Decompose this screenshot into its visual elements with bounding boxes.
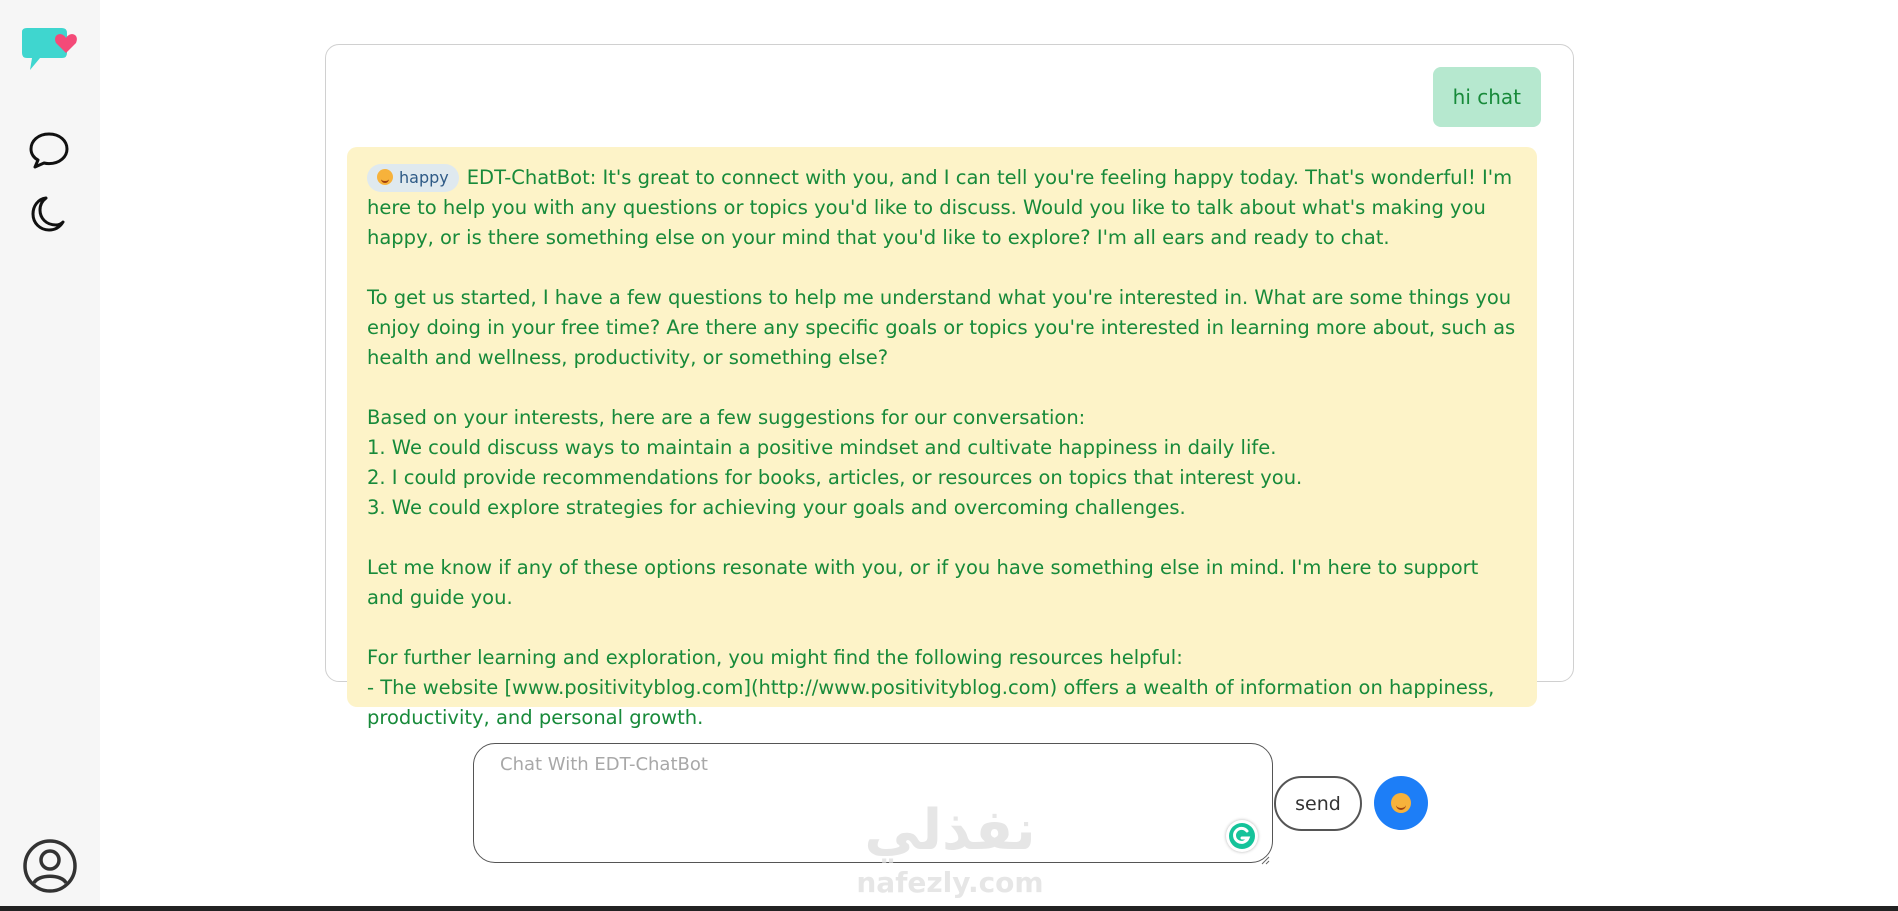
user-avatar-icon[interactable] bbox=[22, 838, 78, 894]
sidebar bbox=[0, 0, 100, 911]
moon-icon[interactable] bbox=[26, 191, 72, 237]
send-button[interactable]: send bbox=[1274, 776, 1362, 831]
bot-paragraph-text: EDT-ChatBot: It's great to connect with you, and I can tell you're feeling happy today. That's wonderful! I'm here to help you with any questions or topics you'd like to discuss. Would you like to talk about what's making you happy, or is there something else on your mind that you'd like to explore? I'm all ears and ready to chat. bbox=[367, 166, 1519, 249]
message-input-container bbox=[473, 743, 1273, 863]
bot-paragraph: Based on your interests, here are a few suggestions for our conversation: 1. We could discuss ways to maintain a positive mindset and cultivate happiness in daily life. 2. I could provide recommendations for books, articles, or resources on topics that interest you. 3. We could explore strategies for achieving your goals and overcoming challenges. bbox=[367, 406, 1303, 519]
bot-message bbox=[347, 147, 1537, 729]
mood-badge bbox=[367, 164, 459, 192]
resize-handle-icon[interactable] bbox=[1260, 850, 1270, 860]
smiley-face-icon bbox=[377, 169, 393, 185]
grammarly-icon[interactable] bbox=[1226, 820, 1258, 852]
chat-bubble-icon[interactable] bbox=[26, 127, 72, 173]
user-message: hi chat bbox=[1433, 67, 1541, 127]
message-input[interactable] bbox=[474, 744, 1272, 862]
bot-paragraph bbox=[367, 163, 1517, 253]
mood-label: happy bbox=[399, 168, 449, 187]
chat-heart-logo-icon[interactable] bbox=[18, 26, 84, 78]
bot-paragraph: To get us started, I have a few questions to help me understand what you're interested in. What are some things you enjoy doing in your free time? Are there any specific goals or topics you're interested in learning more about, such as health and wellness, productivity, or something else? bbox=[367, 286, 1522, 369]
bot-paragraph: For further learning and exploration, you might find the following resources helpful: - The website [www.positivityblog.com](http://www.positivityblog.com) offers a wealth of information on happiness, productivity, and personal growth. bbox=[367, 646, 1495, 729]
bot-paragraph: Let me know if any of these options resonate with you, or if you have something else in mind. I'm here to support and guide you. bbox=[367, 556, 1485, 609]
emoji-button[interactable] bbox=[1374, 776, 1428, 830]
bottom-edge bbox=[0, 906, 1898, 911]
smiley-face-icon bbox=[1391, 793, 1411, 813]
watermark-latin: nafezly.com bbox=[856, 866, 1044, 899]
chat-history-panel[interactable] bbox=[325, 44, 1574, 729]
watermark-arabic: نفذلي bbox=[864, 798, 1036, 863]
